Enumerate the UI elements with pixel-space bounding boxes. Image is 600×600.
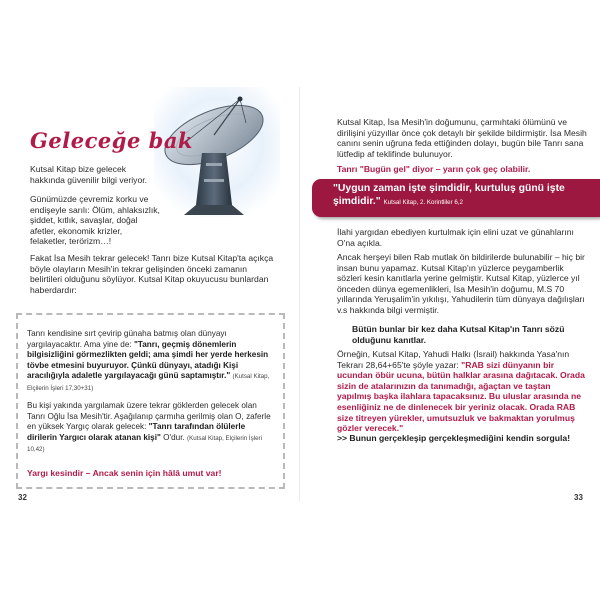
box-text: Tanrı kendisine sırt çevirip günaha batmış olan dünyayı yargılayacaktır. Ama yine de: <box>27 329 227 349</box>
proof-paragraph: Bütün bunlar bir kez daha Kutsal Kitap'ın Tanrı sözü olduğunu kanıtlar. <box>352 324 565 345</box>
box-reference-1: (Kutsal Kitap, Elçilerin İşleri 17,30+31) <box>27 373 270 392</box>
judgement-callout: Yargı kesindir – Ancak senin için hâlâ umut var! <box>27 468 222 478</box>
israel-quote: "RAB sizi dünyanın bir ucundan öbür ucuna, bütün halklar arasına dağıtacak. Orada sizin de atalarınızın da tanımadığı, ağaçtan ve taştan yapılmış başka ilahlara tapacaksınız. Bu uluslar arasında ne esenliğiniz ne de dinlenecek bir yeriniz olacak. Orada RAB size titreyen yürekler, umutsuzluk ve bakmaktan yorulmuş gözler verecek." <box>337 359 585 434</box>
banner-reference: Kutsal Kitap, 2. Korintliler 6,2 <box>383 198 463 206</box>
intro-paragraph: Kutsal Kitap bize gelecek hakkında güvenilir bilgi veriyor. <box>30 164 148 185</box>
box-quote-2: "Tanrı tarafından ölülerle dirilerin Yargıcı olarak atanan kişi" <box>27 422 246 442</box>
return-paragraph: Fakat İsa Mesih tekrar gelecek! Tanrı bize Kutsal Kitap'ta açıkça böyle olayların Mesih'in tekrar gelişinden önceki zamanın belirtileri olduğunu söylüyor. Kutsal Kitap okuyucusu bunlardan haberdardır: <box>30 253 274 295</box>
birth-paragraph: Kutsal Kitap, İsa Mesih'in doğumunu, çarmıhtaki ölümünü ve dirilişini yüzyıllar önce çok detaylı bir şekilde bildirmiştir. İsa Mesih canını senin uğruna feda ettiğinden dolayı, bugün bile Tanrı sana lütfedip af teklifinde bulunuyor. <box>337 117 587 159</box>
box-paragraph-1 <box>27 329 277 395</box>
page-heading: Geleceğe bak <box>30 128 193 153</box>
fears-paragraph: Günümüzde çevremiz korku ve endişeyle sarılı: Ölüm, ahlaksızlık, şiddet, kıtlık, savaşlar, doğal afetler, ekonomik krizler, felaketler, terörizm…! <box>30 194 160 247</box>
page-number-left: 32 <box>18 493 27 502</box>
book-spread <box>0 87 600 502</box>
prophecy-paragraph: Ancak herşeyi bilen Rab mutlak ön bildirilerde bulunabilir – hiç bir insan bunu yapamaz. Kutsal Kitap'ın yüzlerce peygamberlik sözleri kesin kanıtlarla yerine gelmiştir. Kutsal Kitap, yüzlerce yıl önceden dünya egemenlikleri, İsa Mesih'in doğumu, M.S 70 yıllarında Yeruşalim'in yıkılışı, Yahudilerin tüm dünyaya dağılışları v.s hakkında bilgi vermiştir. <box>337 252 585 315</box>
box-reference-2: (Kutsal Kitap, Elçilerin İşleri 10,42) <box>27 434 262 454</box>
box-text-3: O'dur. <box>160 432 188 442</box>
scripture-box <box>16 313 285 489</box>
israel-paragraph <box>337 349 587 434</box>
right-page <box>300 87 600 502</box>
box-text-2: Bu kişi yakında yargılamak üzere tekrar göklerden gelecek olan Tanrı Oğlu İsa Mesih'tir. Aşağılanıp çarmıha gerilmiş olan O, zaferle en yüksek Yargıç olarak gelecek: <box>27 401 271 432</box>
today-heading: Tanrı "Bugün gel" diyor – yarın çok geç olabilir. <box>337 164 531 174</box>
box-quote-1: "Tanrı, geçmiş dönemlerin bilgisizliğini görmezlikten geldi; ama şimdi her yerde herkesin tövbe etmesini buyuruyor. Çünkü dünyayı, atadığı Kişi aracılığıyla adaletle yargılayacağı günü saptamıştır." <box>27 339 269 381</box>
confess-paragraph: İlahi yargıdan ebediyen kurtulmak için elini uzat ve günahlarını O'na açıkla. <box>337 227 574 248</box>
question-paragraph: >> Bunun gerçekleşip gerçekleşmediğini kendin sorgula! <box>337 433 571 443</box>
banner-quote-text: "Uygun zaman işte şimdidir, kurtuluş günü işte şimdidir." <box>333 183 565 207</box>
page-number-right: 33 <box>574 493 583 502</box>
israel-text: Örneğin, Kutsal Kitap, Yahudi Halkı (İsrail) hakkında Yasa'nın Tekrarı 28,64+65'te şöyle yazar: <box>337 349 570 370</box>
box-paragraph-2 <box>27 401 277 456</box>
quote-banner <box>312 179 600 217</box>
banner-quote <box>333 183 595 209</box>
left-page <box>0 87 300 502</box>
